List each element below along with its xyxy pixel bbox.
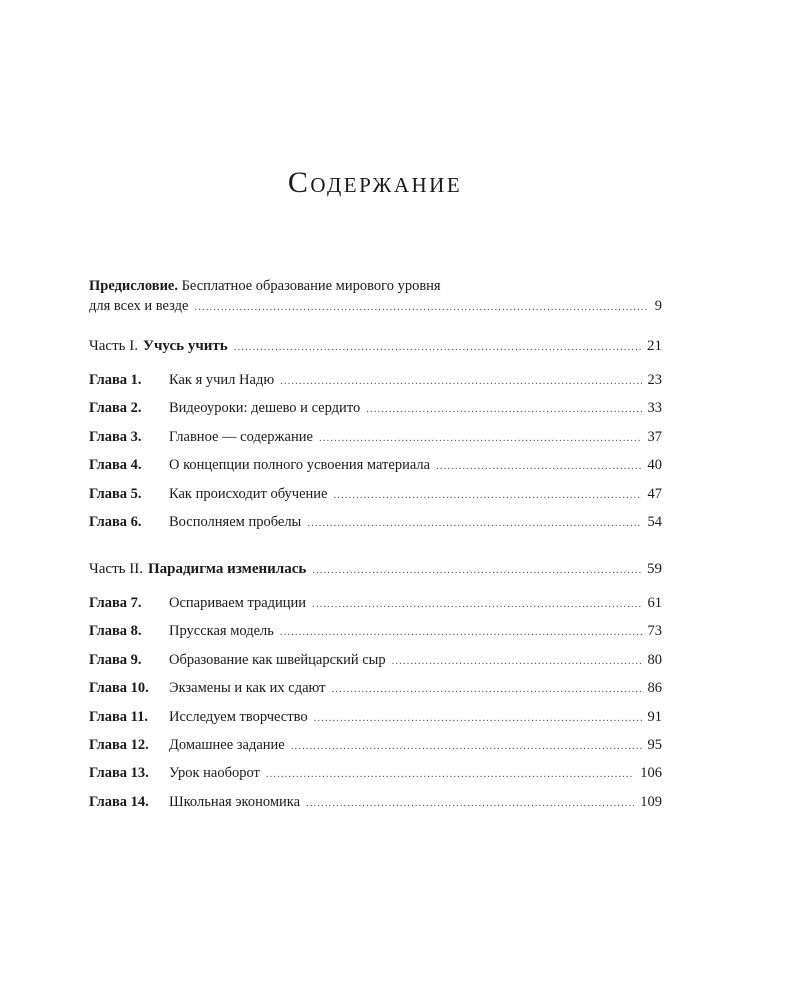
toc-chapter-row[interactable]: [89, 514, 662, 542]
dot-leader: [334, 489, 642, 501]
chapter-label: Глава 10.: [89, 680, 149, 697]
chapter-page-number: 109: [640, 793, 662, 810]
toc-chapter-row[interactable]: [89, 486, 662, 514]
chapter-label: Глава 12.: [89, 736, 149, 753]
chapter-page-number: 33: [647, 400, 662, 417]
dot-leader: [319, 432, 642, 444]
chapter-page-number: 54: [647, 513, 662, 530]
chapter-page-number: 80: [647, 651, 662, 668]
chapter-title: О концепции полного усвоения материала: [169, 457, 431, 474]
chapter-label: Глава 1.: [89, 372, 142, 388]
dot-leader: [312, 564, 641, 576]
dot-leader: [234, 341, 641, 353]
chapter-page-number: 73: [647, 623, 662, 640]
chapter-page-number: 61: [647, 595, 662, 611]
toc-chapter-row[interactable]: [89, 709, 662, 737]
dot-leader: [312, 598, 641, 610]
part-title: Учусь учить: [142, 338, 228, 354]
page-title: Содержание: [287, 166, 463, 200]
chapter-page-number: 91: [647, 708, 662, 725]
toc-part-heading[interactable]: [89, 561, 662, 595]
part-label: Часть II.: [89, 561, 143, 577]
preface-line-2: [89, 296, 662, 317]
toc-chapter-row[interactable]: [89, 595, 662, 623]
chapter-page-number: 23: [647, 372, 662, 388]
toc-chapter-row[interactable]: [89, 680, 662, 708]
toc-part-1: [89, 338, 662, 542]
chapter-title: Экзамены и как их сдают: [169, 680, 326, 697]
chapter-page-number: 86: [647, 680, 662, 697]
chapter-title: Главное — содержание: [169, 428, 313, 445]
chapter-page-number: 47: [647, 485, 662, 502]
toc-chapter-row[interactable]: [89, 457, 662, 485]
chapter-title: Как происходит обучение: [169, 485, 328, 502]
toc-chapter-row[interactable]: [89, 737, 662, 765]
chapter-label: Глава 8.: [89, 623, 142, 640]
chapter-page-number: 40: [647, 457, 662, 474]
chapter-title: Видеоуроки: дешево и сердито: [169, 400, 361, 417]
toc-chapter-row[interactable]: [89, 623, 662, 651]
dot-leader: [392, 655, 642, 667]
toc-chapter-row[interactable]: [89, 429, 662, 457]
dot-leader: [366, 403, 641, 415]
chapter-label: Глава 13.: [89, 765, 149, 782]
toc-chapter-row[interactable]: [89, 652, 662, 680]
chapter-label: Глава 2.: [89, 400, 142, 417]
toc-part-2: [89, 561, 662, 822]
dot-leader: [436, 460, 641, 472]
dot-leader: [307, 517, 641, 529]
preface-title-line-2: для всех и везде: [89, 298, 189, 314]
part-label: Часть I.: [89, 338, 138, 354]
dot-leader: [332, 683, 642, 695]
chapter-page-number: 95: [647, 736, 662, 753]
toc-preface-entry[interactable]: [89, 276, 662, 317]
preface-label: Предисловие.: [89, 278, 178, 294]
chapter-label: Глава 14.: [89, 793, 149, 810]
dot-leader: [266, 768, 634, 780]
dot-leader: [291, 740, 642, 752]
chapter-title: Исследуем творчество: [169, 708, 308, 725]
preface-title-line-1: Бесплатное образование мирового уровня: [181, 278, 441, 294]
dot-leader: [306, 797, 634, 809]
toc-part-heading[interactable]: [89, 338, 662, 372]
part-page-number: 21: [647, 338, 662, 354]
toc-chapter-row[interactable]: [89, 765, 662, 793]
chapter-label: Глава 7.: [89, 595, 142, 611]
dot-leader: [280, 375, 641, 387]
dot-leader: [314, 712, 642, 724]
part-title: Парадигма изменилась: [147, 561, 307, 577]
dot-leader: [280, 626, 642, 638]
toc-chapter-row[interactable]: [89, 400, 662, 428]
dot-leader: [194, 297, 648, 317]
preface-page-number: 9: [654, 298, 662, 314]
chapter-title: Домашнее задание: [169, 736, 285, 753]
chapter-title: Образование как швейцарский сыр: [169, 651, 386, 668]
chapter-label: Глава 3.: [89, 428, 142, 445]
toc-chapter-row[interactable]: [89, 372, 662, 400]
chapter-title: Восполняем пробелы: [169, 513, 302, 530]
chapter-page-number: 37: [647, 428, 662, 445]
chapter-label: Глава 5.: [89, 485, 142, 502]
chapter-title: Школьная экономика: [169, 793, 301, 810]
toc-chapter-row[interactable]: [89, 794, 662, 822]
chapter-title: Оспариваем традиции: [169, 595, 307, 611]
chapter-label: Глава 9.: [89, 651, 142, 668]
chapter-label: Глава 11.: [89, 708, 149, 725]
part-page-number: 59: [647, 561, 662, 577]
chapter-title: Как я учил Надю: [169, 372, 275, 388]
chapter-label: Глава 4.: [89, 457, 142, 474]
chapter-label: Глава 6.: [89, 513, 142, 530]
chapter-title: Прусская модель: [169, 623, 274, 640]
preface-line-1: [89, 276, 662, 296]
chapter-page-number: 106: [640, 765, 662, 782]
chapter-title: Урок наоборот: [169, 765, 260, 782]
